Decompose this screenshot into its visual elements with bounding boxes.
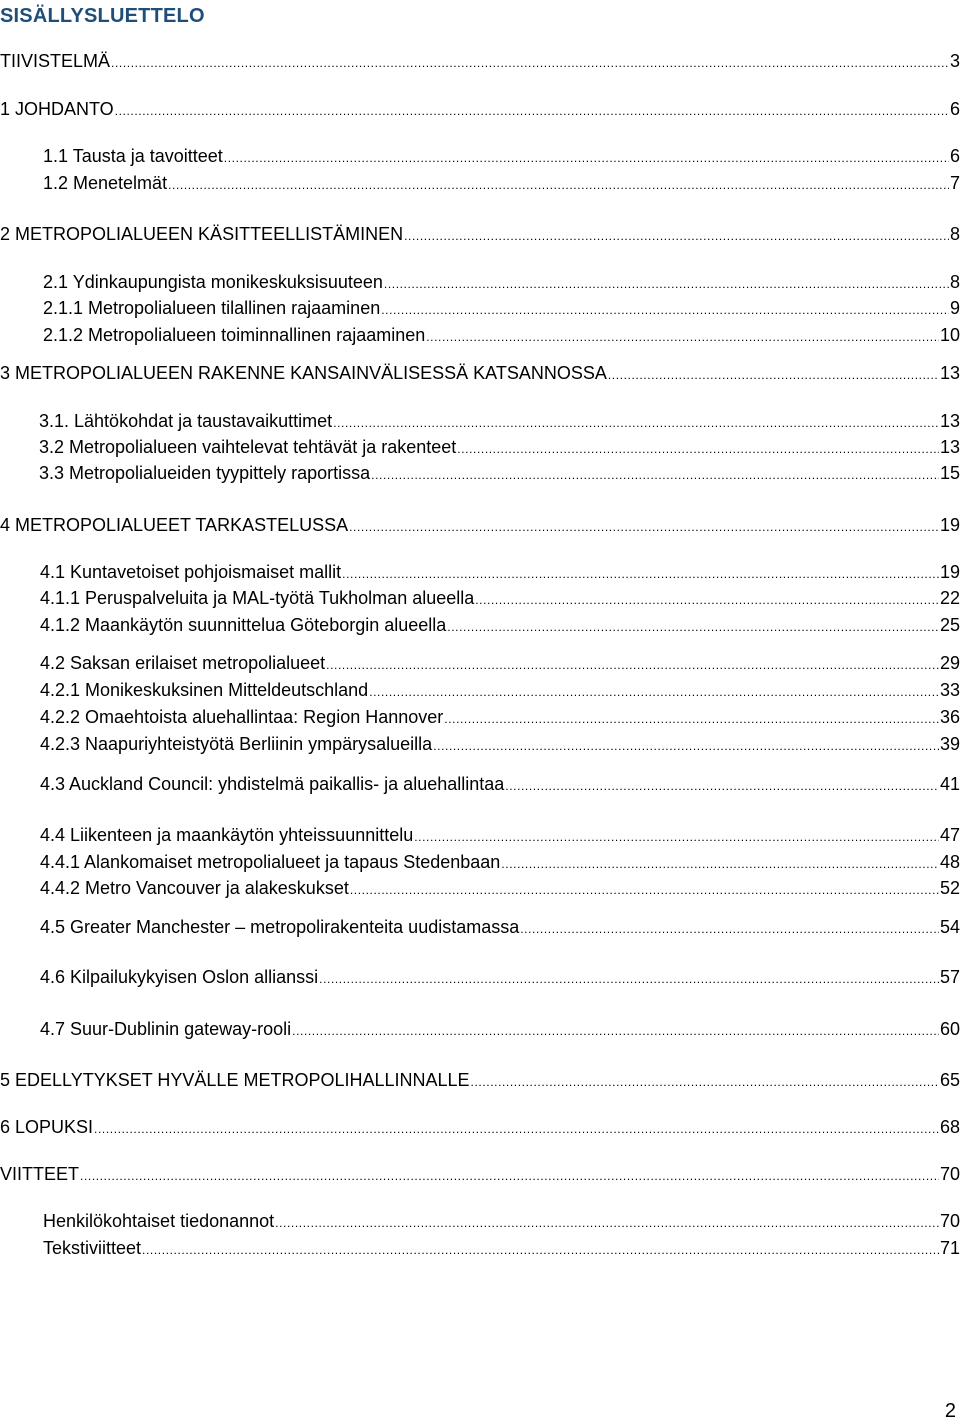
toc-dot-leader [333, 410, 939, 436]
toc-entry-label: 3.3 Metropolialueiden tyypittely raportissa [39, 463, 371, 483]
toc-entry-page-number: 71 [939, 1238, 960, 1258]
toc-entry-page-number: 13 [939, 411, 960, 431]
toc-entry-label: 4.7 Suur-Dublinin gateway-rooli [40, 1019, 292, 1039]
toc-entry[interactable] [0, 269, 960, 295]
toc-dot-leader [342, 561, 939, 587]
toc-dot-leader [349, 514, 939, 540]
toc-dot-leader [404, 223, 949, 249]
toc-entry[interactable] [0, 96, 960, 122]
toc-entry[interactable] [0, 849, 960, 875]
toc-entry-page-number: 68 [939, 1117, 960, 1137]
toc-entry-page-number: 39 [939, 734, 960, 754]
toc-dot-leader [505, 773, 939, 799]
toc-entry[interactable] [0, 1161, 960, 1187]
toc-entry-page-number: 13 [939, 363, 960, 383]
toc-entry[interactable] [0, 559, 960, 585]
toc-entry-page-number: 36 [939, 707, 960, 727]
toc-entry-page-number: 70 [939, 1164, 960, 1184]
toc-entry[interactable] [0, 1114, 960, 1140]
toc-entry-page-number: 13 [939, 437, 960, 457]
toc-entry-label: 3.1. Lähtökohdat ja taustavaikuttimet [39, 411, 333, 431]
toc-entry[interactable] [0, 322, 960, 348]
toc-dot-leader [433, 733, 939, 759]
toc-dot-leader [319, 966, 939, 992]
toc-entry-page-number: 9 [949, 298, 960, 318]
toc-dot-leader [447, 614, 939, 640]
toc-entry-page-number: 47 [939, 825, 960, 845]
toc-entry-page-number: 70 [939, 1211, 960, 1231]
toc-entry-page-number: 19 [939, 562, 960, 582]
toc-entry-page-number: 52 [939, 878, 960, 898]
toc-entry-page-number: 48 [939, 852, 960, 872]
toc-entry-page-number: 19 [939, 515, 960, 535]
toc-entry[interactable] [0, 1067, 960, 1093]
toc-entry-label: 4.5 Greater Manchester – metropolirakenteita uudistamassa [40, 917, 520, 937]
toc-entry-label: 1.1 Tausta ja tavoitteet [43, 146, 223, 166]
toc-entry[interactable] [0, 914, 960, 940]
toc-entry-label: 4.4.2 Metro Vancouver ja alakeskukset [40, 878, 349, 898]
toc-entry-label: 4.3 Auckland Council: yhdistelmä paikallis- ja aluehallintaa [40, 774, 505, 794]
toc-dot-leader [384, 271, 949, 297]
toc-entry[interactable] [0, 585, 960, 611]
toc-entry[interactable] [0, 295, 960, 321]
toc-dot-leader [414, 824, 939, 850]
toc-entry[interactable] [0, 822, 960, 848]
toc-dot-leader [224, 145, 949, 171]
toc-entry-label: Henkilökohtaiset tiedonannot [43, 1211, 275, 1231]
toc-entry-page-number: 8 [949, 272, 960, 292]
toc-entry-label: 2.1 Ydinkaupungista monikeskuksisuuteen [43, 272, 383, 292]
toc-heading: SISÄLLYSLUETTELO [0, 5, 205, 27]
toc-dot-leader [457, 436, 939, 462]
toc-entry-page-number: 65 [939, 1070, 960, 1090]
toc-entry-label: 5 EDELLYTYKSET HYVÄLLE METROPOLIHALLINNALLE [0, 1070, 470, 1090]
toc-entry-page-number: 60 [939, 1019, 960, 1039]
toc-dot-leader [142, 1237, 939, 1263]
toc-entry[interactable] [0, 771, 960, 797]
toc-entry-label: 4.1.1 Peruspalveluita ja MAL-työtä Tukholman alueella [40, 588, 475, 608]
toc-dot-leader [80, 1163, 939, 1189]
toc-dot-leader [520, 916, 939, 942]
toc-entry[interactable] [0, 731, 960, 757]
toc-entry-label: 2 METROPOLIALUEEN KÄSITTEELLISTÄMINEN [0, 224, 404, 244]
toc-dot-leader [115, 98, 949, 124]
toc-entry[interactable] [0, 1235, 960, 1261]
toc-entry-label: 4.2.3 Naapuriyhteistyötä Berliinin ympärysalueilla [40, 734, 433, 754]
toc-entry-page-number: 6 [949, 146, 960, 166]
toc-dot-leader [168, 172, 949, 198]
toc-dot-leader [350, 877, 939, 903]
toc-entry-page-number: 57 [939, 967, 960, 987]
toc-entry[interactable] [0, 460, 960, 486]
toc-entry-label: 3 METROPOLIALUEEN RAKENNE KANSAINVÄLISESSÄ KATSANNOSSA [0, 363, 607, 383]
toc-dot-leader [471, 1069, 939, 1095]
toc-dot-leader [275, 1210, 939, 1236]
toc-entry-page-number: 10 [939, 325, 960, 345]
toc-entry-page-number: 41 [939, 774, 960, 794]
toc-dot-leader [371, 462, 939, 488]
toc-entry-label: 3.2 Metropolialueen vaihtelevat tehtävät ja rakenteet [39, 437, 457, 457]
toc-entry-page-number: 6 [949, 99, 960, 119]
toc-entry-label: 4.6 Kilpailukykyisen Oslon allianssi [40, 967, 319, 987]
toc-entry-label: 4.2 Saksan erilaiset metropolialueet [40, 653, 326, 673]
toc-entry-page-number: 15 [939, 463, 960, 483]
toc-entry-label: 4.1 Kuntavetoiset pohjoismaiset mallit [40, 562, 342, 582]
toc-entry-label: 4.2.2 Omaehtoista aluehallintaa: Region Hannover [40, 707, 444, 727]
toc-entry[interactable] [0, 48, 960, 74]
toc-entry-label: 1 JOHDANTO [0, 99, 114, 119]
toc-entry-label: 4.1.2 Maankäytön suunnittelua Göteborgin alueella [40, 615, 447, 635]
toc-entry[interactable] [0, 677, 960, 703]
toc-dot-leader [111, 50, 949, 76]
toc-entry-label: TIIVISTELMÄ [0, 51, 111, 71]
toc-dot-leader [292, 1018, 939, 1044]
toc-entry-page-number: 22 [939, 588, 960, 608]
toc-entry[interactable] [0, 408, 960, 434]
toc-entry[interactable] [0, 612, 960, 638]
toc-entry-label: 4.4 Liikenteen ja maankäytön yhteissuunnittelu [40, 825, 414, 845]
toc-entry[interactable] [0, 1016, 960, 1042]
toc-entry[interactable] [0, 875, 960, 901]
toc-entry[interactable] [0, 1208, 960, 1234]
toc-entry-label: 4 METROPOLIALUEET TARKASTELUSSA [0, 515, 349, 535]
toc-entry-label: 2.1.1 Metropolialueen tilallinen rajaaminen [43, 298, 381, 318]
toc-entry[interactable] [0, 360, 960, 386]
toc-entry[interactable] [0, 170, 960, 196]
toc-entry-label: VIITTEET [0, 1164, 80, 1184]
toc-entry[interactable] [0, 434, 960, 460]
toc-entry-page-number: 3 [949, 51, 960, 71]
toc-entry-label: 4.2.1 Monikeskuksinen Mitteldeutschland [40, 680, 369, 700]
toc-entry-label: 4.4.1 Alankomaiset metropolialueet ja tapaus Stedenbaan [40, 852, 501, 872]
toc-entry-label: Tekstiviitteet [43, 1238, 142, 1258]
toc-dot-leader [444, 706, 939, 732]
toc-entry[interactable] [0, 650, 960, 676]
toc-dot-leader [608, 362, 939, 388]
toc-dot-leader [426, 324, 939, 350]
toc-entry[interactable] [0, 964, 960, 990]
toc-entry-page-number: 29 [939, 653, 960, 673]
toc-entry-label: 1.2 Menetelmät [43, 173, 168, 193]
toc-entry[interactable] [0, 221, 960, 247]
toc-dot-leader [501, 851, 939, 877]
toc-entry[interactable] [0, 704, 960, 730]
toc-entry-label: 6 LOPUKSI [0, 1117, 94, 1137]
toc-entry-page-number: 25 [939, 615, 960, 635]
toc-dot-leader [369, 679, 939, 705]
toc-entry-page-number: 7 [949, 173, 960, 193]
toc-entry-page-number: 54 [939, 917, 960, 937]
toc-entry[interactable] [0, 512, 960, 538]
toc-dot-leader [94, 1116, 939, 1142]
toc-dot-leader [381, 297, 949, 323]
toc-dot-leader [475, 587, 939, 613]
toc-entry-page-number: 33 [939, 680, 960, 700]
page-number: 2 [944, 1400, 956, 1422]
toc-entry[interactable] [0, 143, 960, 169]
toc-entry-label: 2.1.2 Metropolialueen toiminnallinen rajaaminen [43, 325, 426, 345]
toc-entry-page-number: 8 [949, 224, 960, 244]
toc-dot-leader [326, 652, 939, 678]
